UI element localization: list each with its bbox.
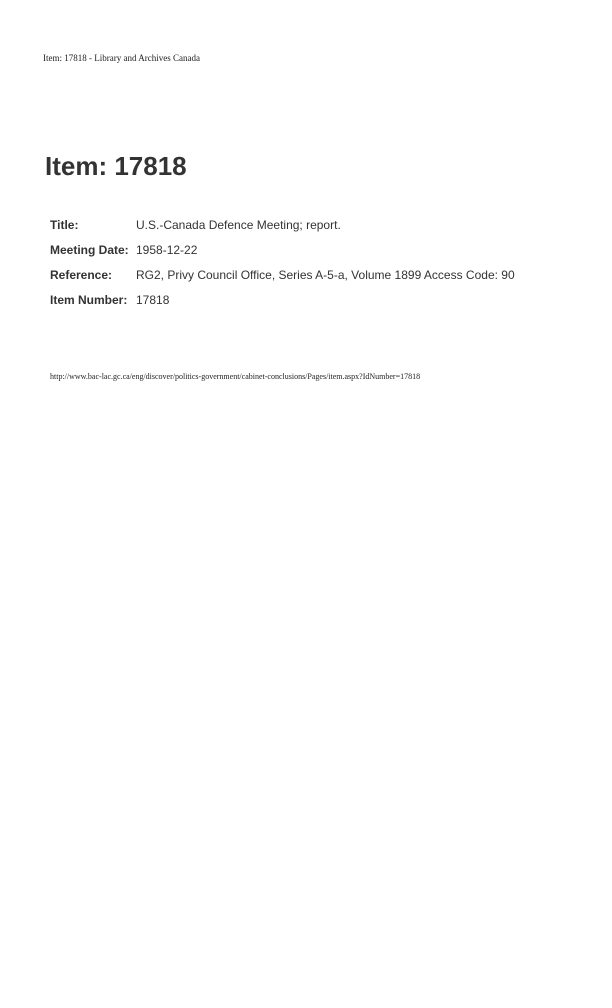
reference-value: RG2, Privy Council Office, Series A-5-a, Volume 1899 Access Code: 90: [136, 267, 515, 282]
page-running-title: Item: 17818 - Library and Archives Canada: [43, 53, 200, 63]
title-value: U.S.-Canada Defence Meeting; report.: [136, 217, 341, 232]
metadata-row-reference: [50, 262, 515, 287]
source-url: http://www.bac-lac.gc.ca/eng/discover/politics-government/cabinet-conclusions/Pages/item.aspx?IdNumber=17818: [50, 372, 421, 381]
item-metadata-table: [50, 212, 515, 312]
meeting-date-label: Meeting Date:: [50, 242, 129, 257]
item-heading: Item: 17818: [45, 151, 187, 181]
metadata-row-meeting-date: [50, 237, 515, 262]
title-label: Title:: [50, 217, 79, 232]
item-number-value: 17818: [136, 292, 170, 307]
item-number-label: Item Number:: [50, 292, 128, 307]
meeting-date-value: 1958-12-22: [136, 242, 198, 257]
metadata-row-title: [50, 212, 515, 237]
reference-label: Reference:: [50, 267, 113, 282]
metadata-row-item-number: [50, 287, 515, 312]
